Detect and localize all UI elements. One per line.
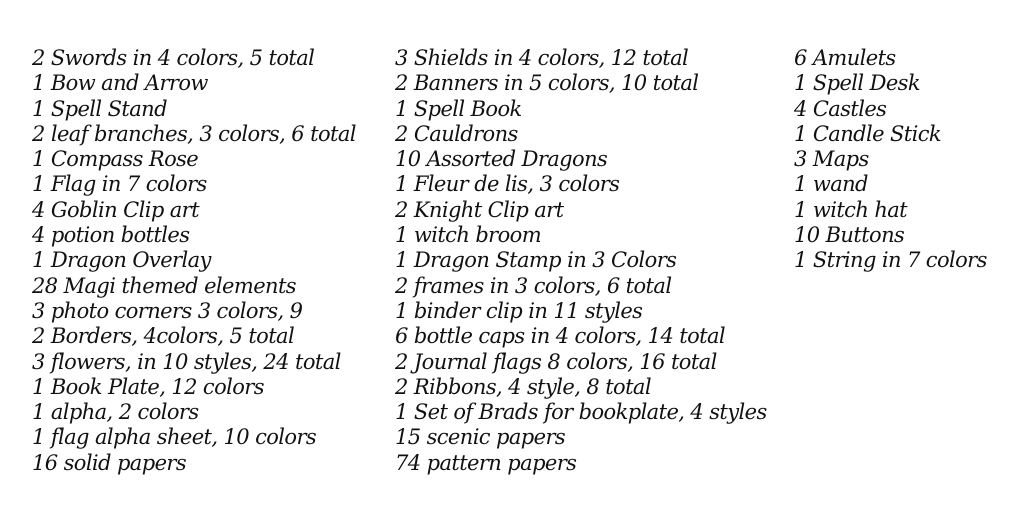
list-item: 2 frames in 3 colors, 6 total [395,273,672,298]
list-item: 1 binder clip in 11 styles [395,298,643,323]
list-item: 4 potion bottles [32,223,190,248]
list-item: 1 Book Plate, 12 colors [32,374,264,399]
list-item: 1 wand [794,172,868,197]
list-item: 6 bottle caps in 4 colors, 14 total [395,324,726,349]
list-item: 3 photo corners 3 colors, 9 [32,298,303,323]
list-item: 1 Compass Rose [32,147,199,172]
list-item: 6 Amulets [794,46,896,70]
list-item: 1 Candle Stick [794,121,942,146]
list-item: 1 Spell Stand [32,96,167,121]
list-item: 2 Journal flags 8 colors, 16 total [395,349,717,374]
list-item: 15 scenic papers [395,425,566,450]
list-item: 3 Maps [794,147,869,172]
contents-column-1 [32,46,356,476]
list-item: 3 Shields in 4 colors, 12 total [395,46,689,70]
list-item: 2 leaf branches, 3 colors, 6 total [32,121,356,146]
list-item: 1 Spell Desk [794,71,920,96]
list-item: 2 Banners in 5 colors, 10 total [395,71,699,96]
list-item: 2 Cauldrons [395,121,518,146]
list-item: 1 alpha, 2 colors [32,400,199,425]
list-item: 2 Knight Clip art [395,197,564,222]
contents-column-2 [395,46,767,476]
list-item: 1 String in 7 colors [794,248,987,273]
list-item: 74 pattern papers [395,450,577,475]
list-item: 1 Fleur de lis, 3 colors [395,172,620,197]
list-item: 4 Goblin Clip art [32,197,199,222]
list-item: 1 Dragon Overlay [32,248,211,273]
list-item: 1 Flag in 7 colors [32,172,207,197]
list-item: 1 Set of Brads for bookplate, 4 styles [395,400,767,425]
list-item: 10 Assorted Dragons [395,147,608,172]
list-item: 1 witch broom [395,223,542,248]
list-item: 2 Borders, 4colors, 5 total [32,324,295,349]
list-item: 1 Bow and Arrow [32,71,208,96]
contents-column-3 [794,46,987,274]
list-item: 1 flag alpha sheet, 10 colors [32,425,317,450]
list-item: 1 witch hat [794,197,908,222]
list-item: 2 Swords in 4 colors, 5 total [32,46,315,70]
list-item: 4 Castles [794,96,887,121]
list-item: 28 Magi themed elements [32,273,296,298]
list-item: 10 Buttons [794,223,905,248]
list-item: 3 flowers, in 10 styles, 24 total [32,349,341,374]
list-item: 1 Dragon Stamp in 3 Colors [395,248,677,273]
list-item: 2 Ribbons, 4 style, 8 total [395,374,651,399]
list-item: 16 solid papers [32,450,187,475]
list-item: 1 Spell Book [395,96,522,121]
